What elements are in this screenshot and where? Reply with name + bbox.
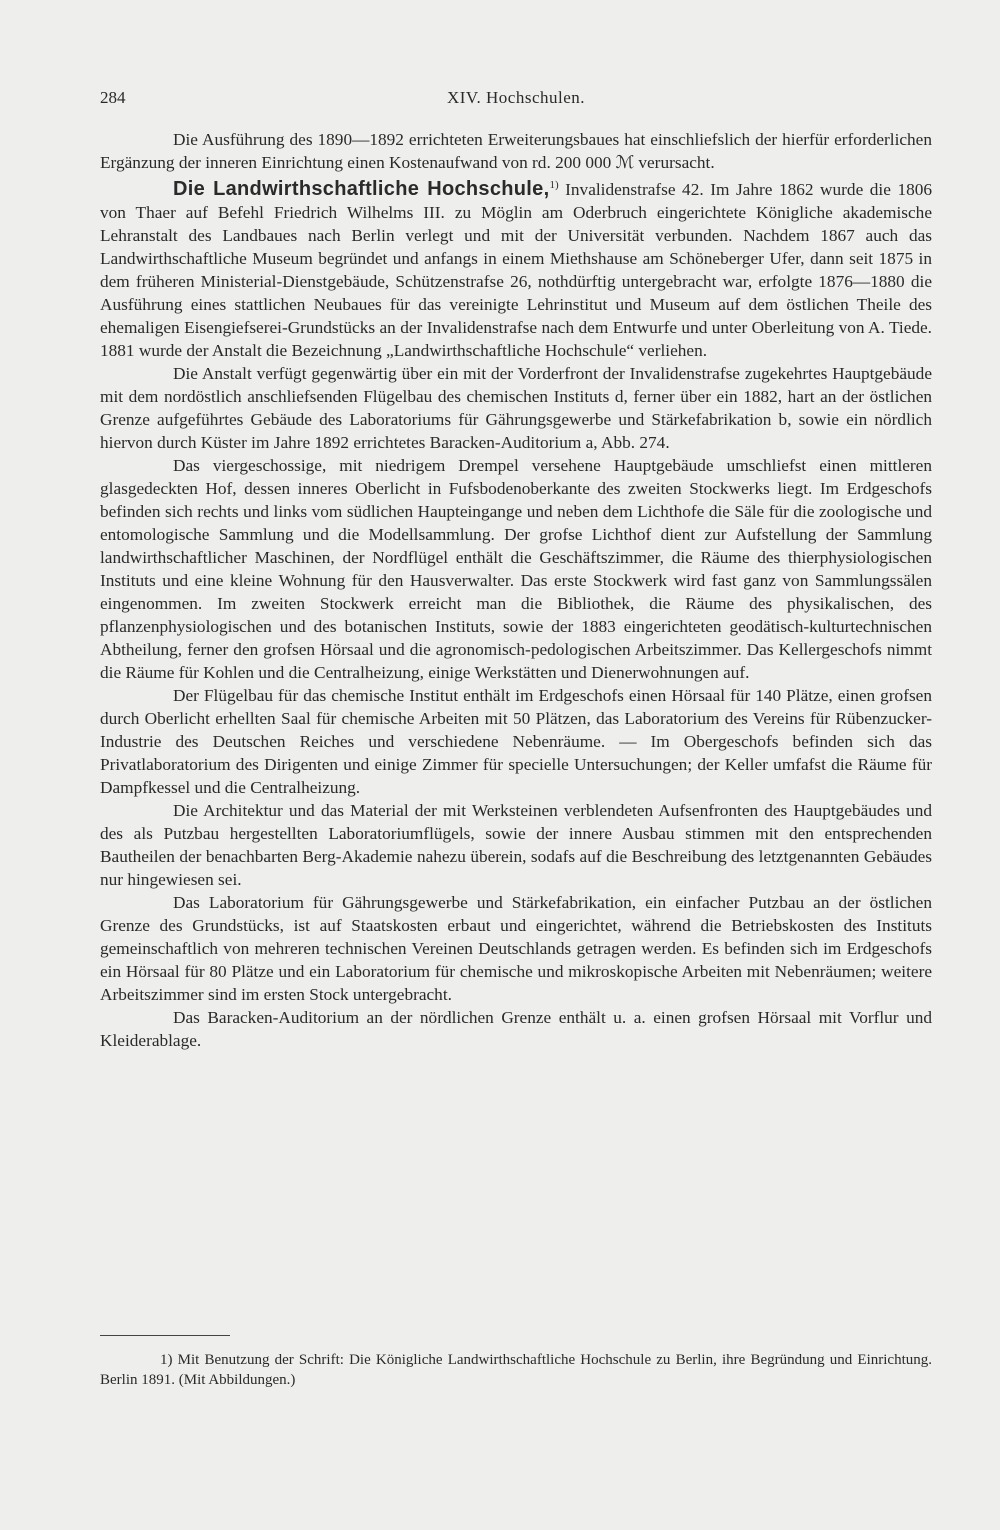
paragraph-architecture: Die Architektur und das Material der mit Werksteinen verblendeten Aufsenfronten des Hauptgebäudes und des als Putzbau hergestellten Laboratoriumflügels, sowie der innere Ausbau stimmen mit den entsprechenden Bautheilen der benachbarten Berg-Akademie nahezu überein, sodafs auf die Beschreibung des letztgenannten Gebäudes nur hingewiesen sei.	[100, 801, 932, 889]
paragraph-main-building: Das viergeschossige, mit niedrigem Drempel versehene Hauptgebäude umschliefst einen mittleren glasgedeckten Hof, dessen inneres Oberlicht in Fufsbodenoberkante des zweiten Stockwerks liegt. Im Erdgeschofs befinden sich rechts und links vom südlichen Haupteingange und neben dem Lichthofe die Säle für die zoologische und entomologische Sammlung und die Modellsammlung. Der grofse Lichthof dient zur Aufstellung der Sammlung landwirthschaftlicher Maschinen, der Nordflügel enthält die Geschäftszimmer, die Räume des thierphysiologischen Instituts und eine kleine Wohnung für den Hausverwalter. Das erste Stockwerk wird fast ganz von Sammlungssälen eingenommen. Im zweiten Stockwerk erreicht man die Bibliothek, die Räume des physikalischen, des pflanzenphysiologischen und des botanischen Instituts, sowie der 1883 eingerichteten geodätisch-kulturtechnischen Abtheilung, ferner den grofsen Hörsaal und die agronomisch-pedologischen Arbeitszimmer. Das Kellergeschofs nimmt die Räume für Kohlen und die Centralheizung, einige Werkstätten und Dienerwohnungen auf.	[100, 456, 932, 682]
paragraph-laboratory: Das Laboratorium für Gährungsgewerbe und Stärkefabrikation, ein einfacher Putzbau an der östlichen Grenze des Grundstücks, ist auf Staatskosten erbaut und eingerichtet, während die Betriebskosten des Instituts gemeinschaftlich von mehreren technischen Vereinen Deutschlands getragen werden. Es befinden sich im Erdgeschofs ein Hörsaal für 80 Plätze und ein Laboratorium für chemische und mikroskopische Arbeiten mit Nebenräumen; weitere Arbeitszimmer sind im ersten Stock untergebracht.	[100, 893, 932, 1004]
paragraph-intro: Die Ausführung des 1890—1892 errichteten Erweiterungsbaues hat einschliefslich der hierfür erforderlichen Ergänzung der inneren Einrichtung einen Kostenaufwand von rd. 200 000 ℳ verursacht.	[100, 130, 932, 172]
page-number: 284	[100, 88, 126, 107]
section-text: Invalidenstrafse 42. Im Jahre 1862 wurde die 1806 von Thaer auf Befehl Friedrich Wilhelms III. zu Möglin am Oderbruch eingerichtete Königliche akademische Lehranstalt des Landbaues nach Berlin verlegt und mit der Universität verbunden. Nachdem 1867 auch das Landwirthschaftliche Museum begründet und anfangs in einem Miethshause am Schöneberger Ufer, dann seit 1875 in dem früheren Ministerial-Dienstgebäude, Schützenstrafse 26, nothdürftig untergebracht war, erfolgte 1876—1880 die Ausführung eines stattlichen Neubaues für das vereinigte Lehrinstitut und Museum auf dem östlichen Theile des ehemaligen Eisengiefserei-Grundstücks an der Invalidenstrafse nach dem Entwurfe und unter Oberleitung von A. Tiede. 1881 wurde der Anstalt die Bezeichnung „Landwirthschaftliche Hochschule“ verliehen.	[100, 180, 933, 360]
page-header	[100, 88, 932, 114]
paragraph-wing-building: Der Flügelbau für das chemische Institut enthält im Erdgeschofs einen Hörsaal für 140 Plätze, einen grofsen durch Oberlicht erhellten Saal für chemische Arbeiten mit 50 Plätzen, das Laboratorium des Vereins für Rübenzucker-Industrie des Deutschen Reiches und verschiedene Nebenräume. — Im Obergeschofs befinden sich das Privatlaboratorium des Dirigenten und einige Zimmer für specielle Untersuchungen; der Keller umfafst die Räume für Dampfkessel und die Centralheizung.	[100, 686, 932, 797]
footnote-ref[interactable]: 1)	[549, 179, 559, 192]
footnote	[100, 1350, 932, 1390]
running-head: XIV. Hochschulen.	[446, 88, 586, 107]
body-text	[100, 128, 932, 1052]
footnote-text: 1) Mit Benutzung der Schrift: Die Königliche Landwirthschaftliche Hochschule zu Berlin, ihre Begründung und Einrichtung. Berlin 1891. (Mit Abbildungen.)	[100, 1352, 932, 1388]
paragraph-section-start	[100, 178, 932, 362]
section-title: Die Landwirthschaftliche Hochschule,	[173, 178, 550, 200]
footnote-divider	[100, 1335, 230, 1336]
paragraph-auditorium: Das Baracken-Auditorium an der nördlichen Grenze enthält u. a. einen grofsen Hörsaal mit Vorflur und Kleiderablage.	[100, 1008, 932, 1050]
paragraph-buildings: Die Anstalt verfügt gegenwärtig über ein mit der Vorderfront der Invalidenstrafse zugekehrtes Hauptgebäude mit dem nordöstlich anschliefsenden Flügelbau des chemischen Instituts d, ferner über ein 1882, hart an der östlichen Grenze aufgeführtes Gebäude des Laboratoriums für Gährungsgewerbe und Stärkefabrikation b, sowie ein nördlich hiervon durch Küster im Jahre 1892 errichtetes Baracken-Auditorium a, Abb. 274.	[100, 364, 932, 452]
